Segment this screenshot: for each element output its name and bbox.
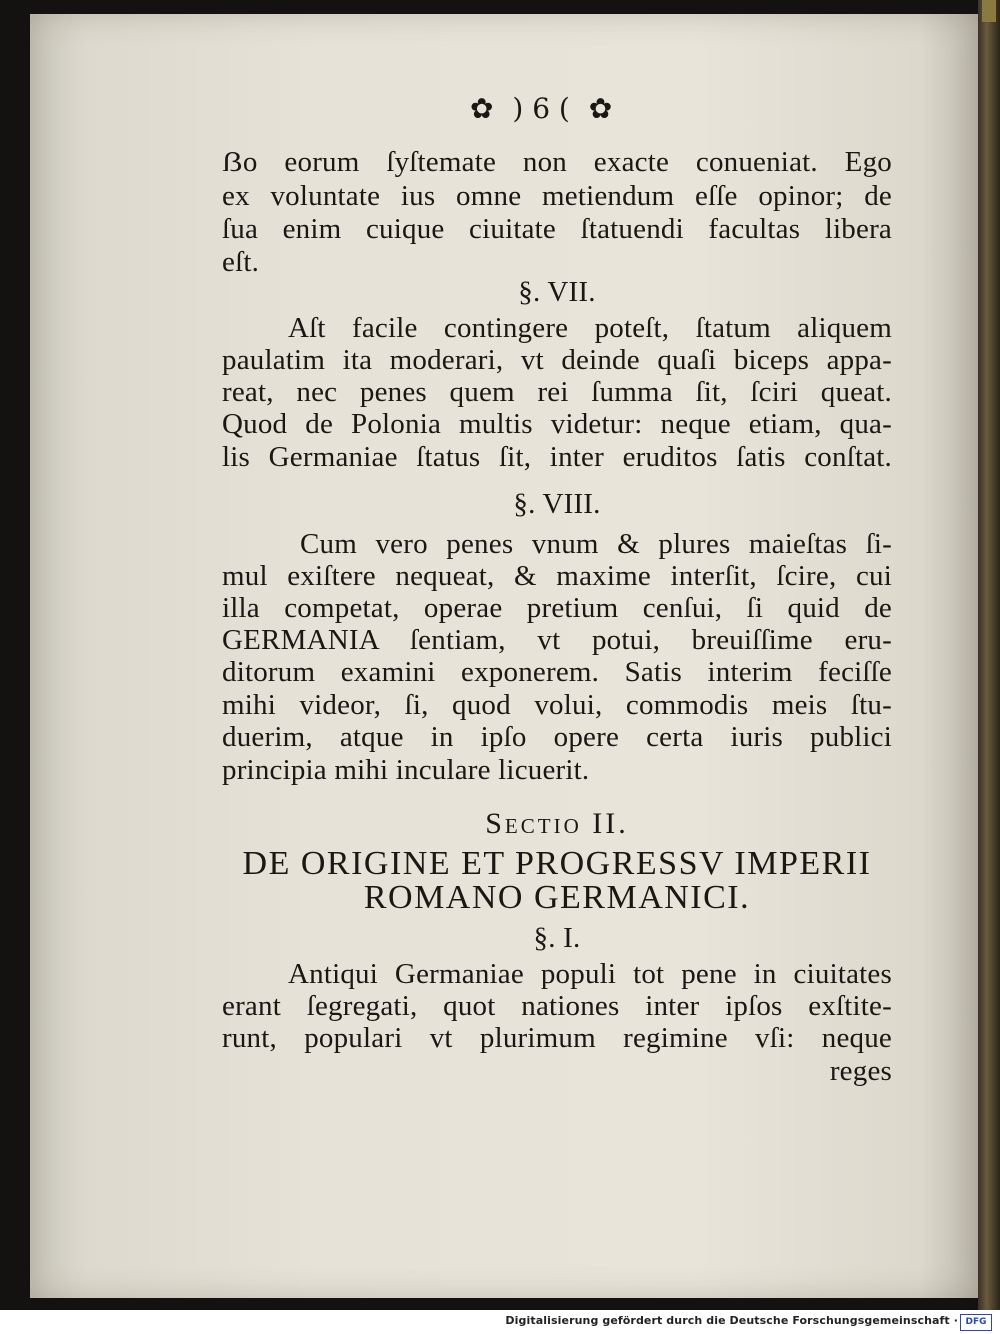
text-line: Antiqui Germaniae populi tot pene in ciuitates: [288, 958, 892, 990]
text-line: ditorum examini exponerem. Satis interim feciſſe: [222, 656, 892, 688]
text-line: illa competat, operae pretium cenſui, ſi quid de: [222, 592, 892, 624]
section-mark: §. VIII.: [513, 488, 601, 520]
dfg-logo: DFG: [960, 1314, 992, 1331]
page-header: [470, 92, 612, 125]
section-heading: Sectio II.: [485, 807, 629, 840]
text-line: paulatim ita moderari, vt deinde quaſi biceps appa-: [222, 344, 892, 376]
ornament-right-icon: ✿: [588, 92, 613, 125]
text-line: principia mihi inculare licuerit.: [222, 754, 590, 786]
text-line: duerim, atque in ipſo opere certa iuris publici: [222, 721, 892, 753]
ornament-left-icon: ✿: [470, 92, 494, 125]
book-edge: [978, 0, 1000, 1310]
section-mark: §. I.: [533, 922, 581, 954]
text-line: eſt.: [222, 246, 260, 278]
footer-bar: [0, 1310, 1000, 1334]
page-number: ) 6 (: [512, 92, 570, 125]
text-line: ex voluntate ius omne metiendum eſſe opinor; de: [222, 180, 892, 212]
text-line: Aſt facile contingere poteſt, ſtatum aliquem: [288, 312, 892, 344]
book-page: [30, 14, 978, 1298]
text-line: mul exiſtere nequeat, & maxime interſit, ſcire, cui: [222, 560, 892, 592]
text-line: lis Germaniae ſtatus ſit, inter eruditos ſatis conſtat.: [222, 441, 892, 473]
chapter-title: DE ORIGINE ET PROGRESSV IMPERII: [242, 845, 872, 882]
text-line: Quod de Polonia multis videtur: neque etiam, qua-: [222, 408, 892, 440]
text-line: GERMANIA ſentiam, vt potui, breuiſſime eru-: [222, 624, 892, 656]
text-line: reat, nec penes quem rei ſumma ſit, ſciri queat.: [222, 376, 892, 408]
text-line: runt, populari vt plurimum regimine vſi: neque: [222, 1022, 892, 1054]
text-line: mihi videor, ſi, quod volui, commodis meis ſtu-: [222, 689, 892, 721]
text-line: ſua enim cuique ciuitate ſtatuendi facultas libera: [222, 213, 892, 245]
catchword: reges: [829, 1055, 892, 1087]
chapter-title: ROMANO GERMANICI.: [363, 879, 751, 916]
section-mark: §. VII.: [518, 276, 596, 308]
text-line: erant ſegregati, quot nationes inter ipſos exſtite-: [222, 990, 892, 1022]
text-line: ẞo eorum ſyſtemate non exacte conueniat. Ego: [222, 146, 892, 178]
gilt-edge: [982, 0, 996, 22]
footer-credit: Digitalisierung gefördert durch die Deutsche Forschungsgemeinschaft ·: [505, 1314, 958, 1327]
text-line: Cum vero penes vnum & plures maieſtas ſi-: [300, 528, 892, 560]
